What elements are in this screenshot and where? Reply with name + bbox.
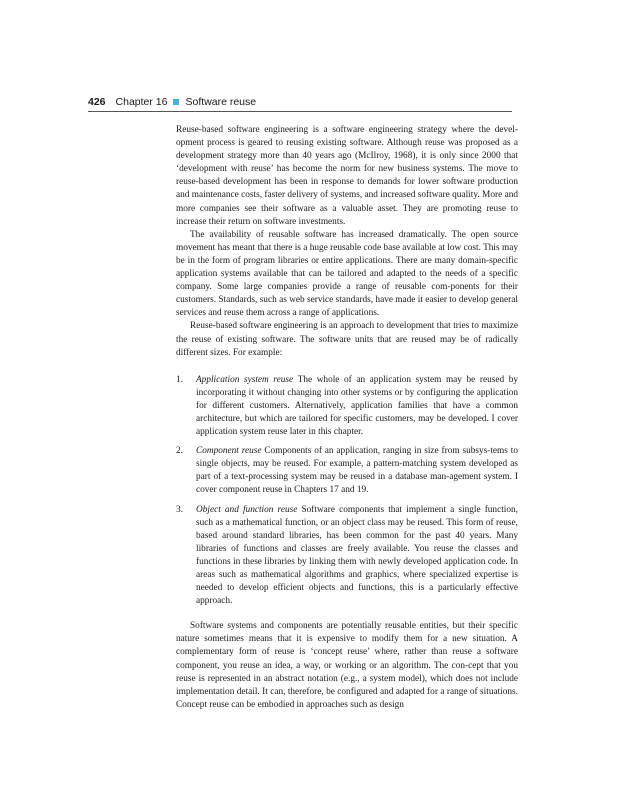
- list-number: 2.: [176, 446, 183, 457]
- list-item: [176, 374, 518, 439]
- list-text: The whole of an application system may be reused by incorporating it without changing into other systems or by configuring the application for different customers. Alternatively, application families that have a common architecture, but which are tailored for specific customers, may be developed. I cover application system reuse later in this chapter.: [196, 374, 518, 438]
- list-item: [176, 504, 518, 609]
- reuse-types-list: [176, 374, 518, 609]
- list-text: Components of an application, ranging in size from subsys-tems to single objects, may be reused. For example, a pattern-matching system developed as part of a text-processing system may be reused in a database man-agement system. I cover component reuse in Chapters 17 and 19.: [196, 446, 518, 496]
- running-header: [88, 96, 512, 108]
- paragraph-approach: Reuse-based software engineering is an approach to development that tries to maximize the reuse of existing software. The software units that are reused may be of radically different sizes. For example:: [176, 321, 518, 358]
- paragraph-concept-reuse: Software systems and components are potentially reusable entities, but their specific nature sometimes means that it is expensive to modify them for a new situation. A complementary form of reuse is ‘concept reuse’ where, rather than reuse a software component, you reuse an idea, a way, or working or an algorithm. The con-cept that you reuse is represented in an abstract notation (e.g., a system model), which does not include implementation detail. It can, therefore, be configured and adapted for a range of situations. Concept reuse can be embodied in approaches such as design: [176, 621, 518, 710]
- list-text: Software components that implement a single function, such as a mathematical function, or an object class may be reused. This form of reuse, based around standard libraries, has been common for the past 40 years. Many libraries of functions and classes are freely available. You reuse the classes and functions in these libraries by linking them with newly developed application code. In areas such as mathematical algorithms and graphics, where specialized expertise is needed to develop efficient objects and functions, this is a particularly effective approach.: [196, 504, 518, 607]
- list-term: Component reuse: [196, 446, 265, 457]
- header-square-icon: [173, 99, 179, 105]
- paragraph-intro: Reuse-based software engineering is a software engineering strategy where the devel-opment process is geared to reusing existing software. Although reuse was proposed as a development strategy more than 40 years ago (McIlroy, 1968), it is only since 2000 that ‘development with reuse’ has become the norm for new business systems. The move to reuse-based development has been in response to demands for lower software production and maintenance costs, faster delivery of systems, and increased software quality. More and more companies see their software as a valuable asset. They are promoting reuse to increase their return on software investments.: [176, 125, 518, 227]
- chapter-label: Chapter 16: [115, 96, 168, 108]
- header-rule: [88, 111, 512, 112]
- body-text: [176, 124, 518, 712]
- page-number: 426: [88, 96, 106, 108]
- section-title: Software reuse: [185, 96, 257, 108]
- list-term: Application system reuse: [196, 374, 298, 385]
- list-number: 1.: [176, 374, 183, 385]
- list-item: [176, 445, 518, 497]
- paragraph-availability: The availability of reusable software has increased dramatically. The open source movement has meant that there is a huge reusable code base available at low cost. This may be in the form of program libraries or entire applications. There are many domain-specific application systems available that can be tailored and adapted to the needs of a specific company. Some large companies provide a range of reusable com-ponents for their customers. Standards, such as web service standards, have made it easier to develop general services and reuse them across a range of applications.: [176, 229, 518, 319]
- list-number: 3.: [176, 504, 183, 515]
- list-term: Object and function reuse: [196, 504, 302, 515]
